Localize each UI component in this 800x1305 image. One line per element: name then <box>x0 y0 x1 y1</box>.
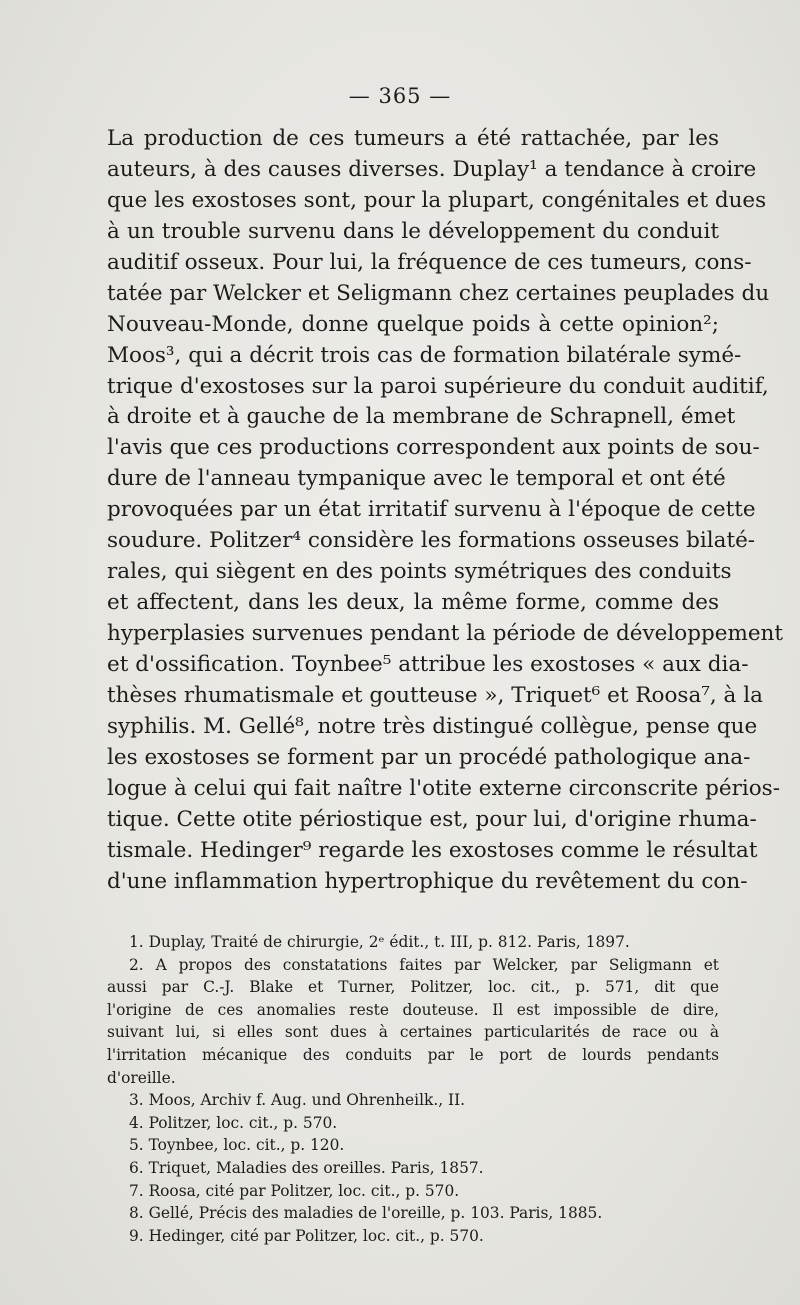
footnote-line: 1. Duplay, Traité de chirurgie, 2ᵉ édit., t. III, p. 812. Paris, 1897. <box>129 933 630 951</box>
footnote-line: 7. Roosa, cité par Politzer, loc. cit., p. 570. <box>129 1181 460 1200</box>
text-line: à un trouble survenu dans le développement du conduit <box>107 218 719 244</box>
text-line: tismale. Hedinger⁹ regarde les exostoses comme le résultat <box>107 837 758 863</box>
text-line: La production de ces tumeurs a été rattachée, par les <box>107 126 719 151</box>
text-line: dure de l'anneau tympanique avec le temporal et ont été <box>107 466 726 492</box>
text-line: syphilis. M. Gellé⁸, notre très distingué collègue, pense que <box>107 713 758 739</box>
body-paragraph <box>107 124 784 897</box>
text-line: hyperplasies survenues pendant la période de développement <box>107 621 784 646</box>
text-line: tique. Cette otite périostique est, pour lui, d'origine rhuma- <box>107 806 757 832</box>
footnote-line: 8. Gellé, Précis des maladies de l'oreille, p. 103. Paris, 1885. <box>129 1204 603 1223</box>
text-line: et affectent, dans les deux, la même forme, comme des <box>107 590 719 616</box>
footnote-line: 2. A propos des constatations faites par Welcker, par Seligmann et <box>129 955 719 974</box>
text-line: à droite et à gauche de la membrane de Schrapnell, émet <box>107 404 736 430</box>
text-line: Moos³, qui a décrit trois cas de formation bilatérale symé- <box>107 342 742 368</box>
footnotes <box>107 931 719 1247</box>
text-line: auteurs, à des causes diverses. Duplay¹ a tendance à croire <box>107 156 757 182</box>
text-line: et d'ossification. Toynbee⁵ attribue les exostoses « aux dia- <box>107 651 749 677</box>
text-line: rales, qui siègent en des points symétriques des conduits <box>107 559 732 585</box>
text-line: les exostoses se forment par un procédé pathologique ana- <box>107 744 751 770</box>
footnote-line: d'oreille. <box>107 1068 176 1087</box>
page-number: — 365 — <box>348 84 452 108</box>
text-line: Nouveau-Monde, donne quelque poids à cette opinion²; <box>107 311 719 337</box>
text-line: auditif osseux. Pour lui, la fréquence de ces tumeurs, cons- <box>107 249 752 275</box>
text-line: logue à celui qui fait naître l'otite externe circonscrite périos- <box>107 775 780 801</box>
footnote-line: aussi par C.-J. Blake et Turner, Politzer, loc. cit., p. 571, dit que <box>107 978 719 997</box>
footnote-line: 3. Moos, Archiv f. Aug. und Ohrenheilk., II. <box>129 1091 466 1110</box>
text-line: soudure. Politzer⁴ considère les formations osseuses bilaté- <box>107 528 756 554</box>
text-line: que les exostoses sont, pour la plupart, congénitales et dues <box>107 187 767 213</box>
footnote-line: 6. Triquet, Maladies des oreilles. Paris, 1857. <box>129 1158 484 1177</box>
text-line: trique d'exostoses sur la paroi supérieure du conduit auditif, <box>107 373 769 399</box>
text-line: thèses rhumatismale et goutteuse », Triquet⁶ et Roosa⁷, à la <box>107 682 763 708</box>
footnote-line: suivant lui, si elles sont dues à certaines particularités de race ou à <box>107 1023 719 1042</box>
text-line: tatée par Welcker et Seligmann chez certaines peuplades du <box>107 280 770 306</box>
footnote-line: 9. Hedinger, cité par Politzer, loc. cit., p. 570. <box>129 1226 484 1245</box>
footnote-line: l'irritation mécanique des conduits par le port de lourds pendants <box>107 1045 719 1064</box>
footnote-line: l'origine de ces anomalies reste douteuse. Il est impossible de dire, <box>107 1000 719 1019</box>
footnote-line: 5. Toynbee, loc. cit., p. 120. <box>129 1136 345 1155</box>
footnote-line: 4. Politzer, loc. cit., p. 570. <box>129 1113 338 1132</box>
text-line: l'avis que ces productions correspondent aux points de sou- <box>107 435 760 461</box>
text-line: provoquées par un état irritatif survenu à l'époque de cette <box>107 497 756 523</box>
text-line: d'une inflammation hypertrophique du revêtement du con- <box>107 868 748 894</box>
